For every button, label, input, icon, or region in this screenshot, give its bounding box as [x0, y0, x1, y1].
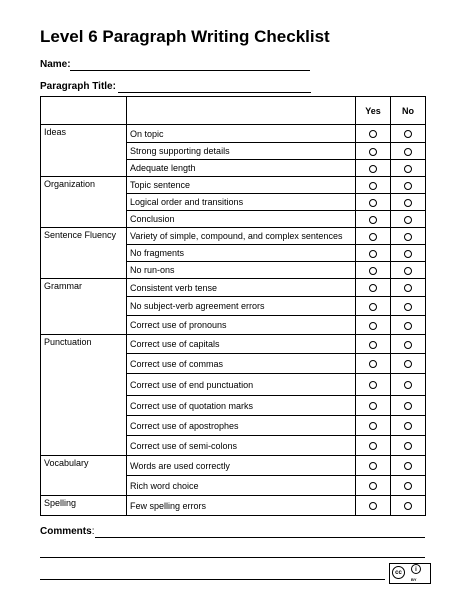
yes-radio[interactable]: [369, 182, 377, 190]
yes-radio[interactable]: [369, 502, 377, 510]
comments-field: [40, 526, 94, 537]
yes-cell: [356, 143, 391, 160]
yes-cell: [356, 279, 391, 297]
no-cell: [391, 279, 426, 297]
page-title: Level 6 Paragraph Writing Checklist: [40, 27, 330, 46]
yes-cell: [356, 374, 391, 396]
checklist-table: [40, 96, 426, 516]
criterion-label: Correct use of commas: [127, 354, 356, 374]
comments-colon: :: [91, 526, 95, 537]
header-blank-category: [41, 97, 127, 125]
table-row: [41, 279, 426, 297]
table-row: [41, 177, 426, 194]
no-cell: [391, 262, 426, 279]
table-row: [41, 125, 426, 143]
criterion-label: Correct use of quotation marks: [127, 396, 356, 416]
attribution-person-icon: i: [411, 564, 421, 574]
criterion-label: No run-ons: [127, 262, 356, 279]
yes-radio[interactable]: [369, 322, 377, 330]
no-cell: [391, 160, 426, 177]
yes-radio[interactable]: [369, 442, 377, 450]
no-radio[interactable]: [404, 360, 412, 368]
yes-radio[interactable]: [369, 482, 377, 490]
no-radio[interactable]: [404, 250, 412, 258]
no-radio[interactable]: [404, 148, 412, 156]
no-cell: [391, 245, 426, 262]
criterion-label: Topic sentence: [127, 177, 356, 194]
criterion-label: No subject-verb agreement errors: [127, 297, 356, 316]
criterion-label: Words are used correctly: [127, 456, 356, 476]
no-cell: [391, 396, 426, 416]
no-radio[interactable]: [404, 199, 412, 207]
header-blank-criterion: [127, 97, 356, 125]
yes-cell: [356, 456, 391, 476]
no-radio[interactable]: [404, 284, 412, 292]
yes-cell: [356, 436, 391, 456]
paragraph-title-field: [40, 81, 116, 92]
yes-radio[interactable]: [369, 303, 377, 311]
category-label: Punctuation: [41, 335, 127, 456]
no-cell: [391, 177, 426, 194]
no-radio[interactable]: [404, 381, 412, 389]
criterion-label: Correct use of semi-colons: [127, 436, 356, 456]
no-radio[interactable]: [404, 303, 412, 311]
yes-cell: [356, 354, 391, 374]
no-radio[interactable]: [404, 442, 412, 450]
no-cell: [391, 211, 426, 228]
no-cell: [391, 436, 426, 456]
name-field: [40, 59, 71, 70]
yes-cell: [356, 335, 391, 354]
yes-radio[interactable]: [369, 250, 377, 258]
paragraph-title-label: Paragraph Title:: [40, 81, 116, 92]
comments-line-3[interactable]: [40, 579, 385, 580]
table-row: [41, 335, 426, 354]
yes-radio[interactable]: [369, 284, 377, 292]
table-row: [41, 456, 426, 476]
criterion-label: Adequate length: [127, 160, 356, 177]
comments-line-2[interactable]: [40, 557, 425, 558]
yes-radio[interactable]: [369, 462, 377, 470]
yes-cell: [356, 160, 391, 177]
yes-radio[interactable]: [369, 360, 377, 368]
yes-radio[interactable]: [369, 165, 377, 173]
header-yes: Yes: [356, 97, 391, 125]
no-radio[interactable]: [404, 267, 412, 275]
criterion-label: Conclusion: [127, 211, 356, 228]
yes-cell: [356, 228, 391, 245]
name-input-line[interactable]: [70, 70, 310, 71]
yes-cell: [356, 125, 391, 143]
yes-radio[interactable]: [369, 130, 377, 138]
criterion-label: Correct use of end punctuation: [127, 374, 356, 396]
no-cell: [391, 228, 426, 245]
no-radio[interactable]: [404, 341, 412, 349]
yes-cell: [356, 496, 391, 516]
no-radio[interactable]: [404, 422, 412, 430]
table-row: [41, 228, 426, 245]
criterion-label: Logical order and transitions: [127, 194, 356, 211]
no-radio[interactable]: [404, 482, 412, 490]
yes-radio[interactable]: [369, 381, 377, 389]
criterion-label: Strong supporting details: [127, 143, 356, 160]
yes-cell: [356, 194, 391, 211]
yes-radio[interactable]: [369, 148, 377, 156]
category-label: Organization: [41, 177, 127, 228]
criterion-label: Correct use of apostrophes: [127, 416, 356, 436]
yes-radio[interactable]: [369, 267, 377, 275]
yes-radio[interactable]: [369, 216, 377, 224]
no-cell: [391, 476, 426, 496]
criterion-label: No fragments: [127, 245, 356, 262]
no-cell: [391, 335, 426, 354]
no-cell: [391, 374, 426, 396]
yes-cell: [356, 211, 391, 228]
criterion-label: Variety of simple, compound, and complex sentences: [127, 228, 356, 245]
no-radio[interactable]: [404, 322, 412, 330]
no-cell: [391, 496, 426, 516]
no-radio[interactable]: [404, 130, 412, 138]
yes-radio[interactable]: [369, 199, 377, 207]
no-radio[interactable]: [404, 182, 412, 190]
comments-label: Comments: [40, 526, 92, 537]
criterion-label: Consistent verb tense: [127, 279, 356, 297]
yes-cell: [356, 262, 391, 279]
no-radio[interactable]: [404, 165, 412, 173]
no-radio[interactable]: [404, 402, 412, 410]
cc-icon: cc: [392, 566, 405, 579]
yes-radio[interactable]: [369, 233, 377, 241]
yes-radio[interactable]: [369, 402, 377, 410]
no-cell: [391, 297, 426, 316]
no-cell: [391, 354, 426, 374]
yes-cell: [356, 245, 391, 262]
cc-license-badge: [389, 563, 431, 584]
category-label: Spelling: [41, 496, 127, 516]
criterion-label: Correct use of capitals: [127, 335, 356, 354]
category-label: Sentence Fluency: [41, 228, 127, 279]
yes-cell: [356, 316, 391, 335]
no-cell: [391, 194, 426, 211]
comments-line-1[interactable]: [95, 537, 425, 538]
table-row: [41, 496, 426, 516]
header-no: No: [391, 97, 426, 125]
criterion-label: On topic: [127, 125, 356, 143]
criterion-label: Rich word choice: [127, 476, 356, 496]
name-label: Name:: [40, 59, 71, 70]
category-label: Grammar: [41, 279, 127, 335]
yes-cell: [356, 416, 391, 436]
paragraph-title-input-line[interactable]: [118, 92, 311, 93]
yes-cell: [356, 396, 391, 416]
no-cell: [391, 125, 426, 143]
checklist-body: [41, 125, 426, 516]
no-radio[interactable]: [404, 216, 412, 224]
yes-cell: [356, 177, 391, 194]
yes-radio[interactable]: [369, 422, 377, 430]
no-cell: [391, 456, 426, 476]
no-cell: [391, 316, 426, 335]
criterion-label: Correct use of pronouns: [127, 316, 356, 335]
no-cell: [391, 143, 426, 160]
yes-cell: [356, 476, 391, 496]
yes-cell: [356, 297, 391, 316]
no-radio[interactable]: [404, 233, 412, 241]
category-label: Ideas: [41, 125, 127, 177]
no-radio[interactable]: [404, 502, 412, 510]
cc-by-label: BY: [411, 577, 417, 582]
category-label: Vocabulary: [41, 456, 127, 496]
no-cell: [391, 416, 426, 436]
criterion-label: Few spelling errors: [127, 496, 356, 516]
no-radio[interactable]: [404, 462, 412, 470]
yes-radio[interactable]: [369, 341, 377, 349]
